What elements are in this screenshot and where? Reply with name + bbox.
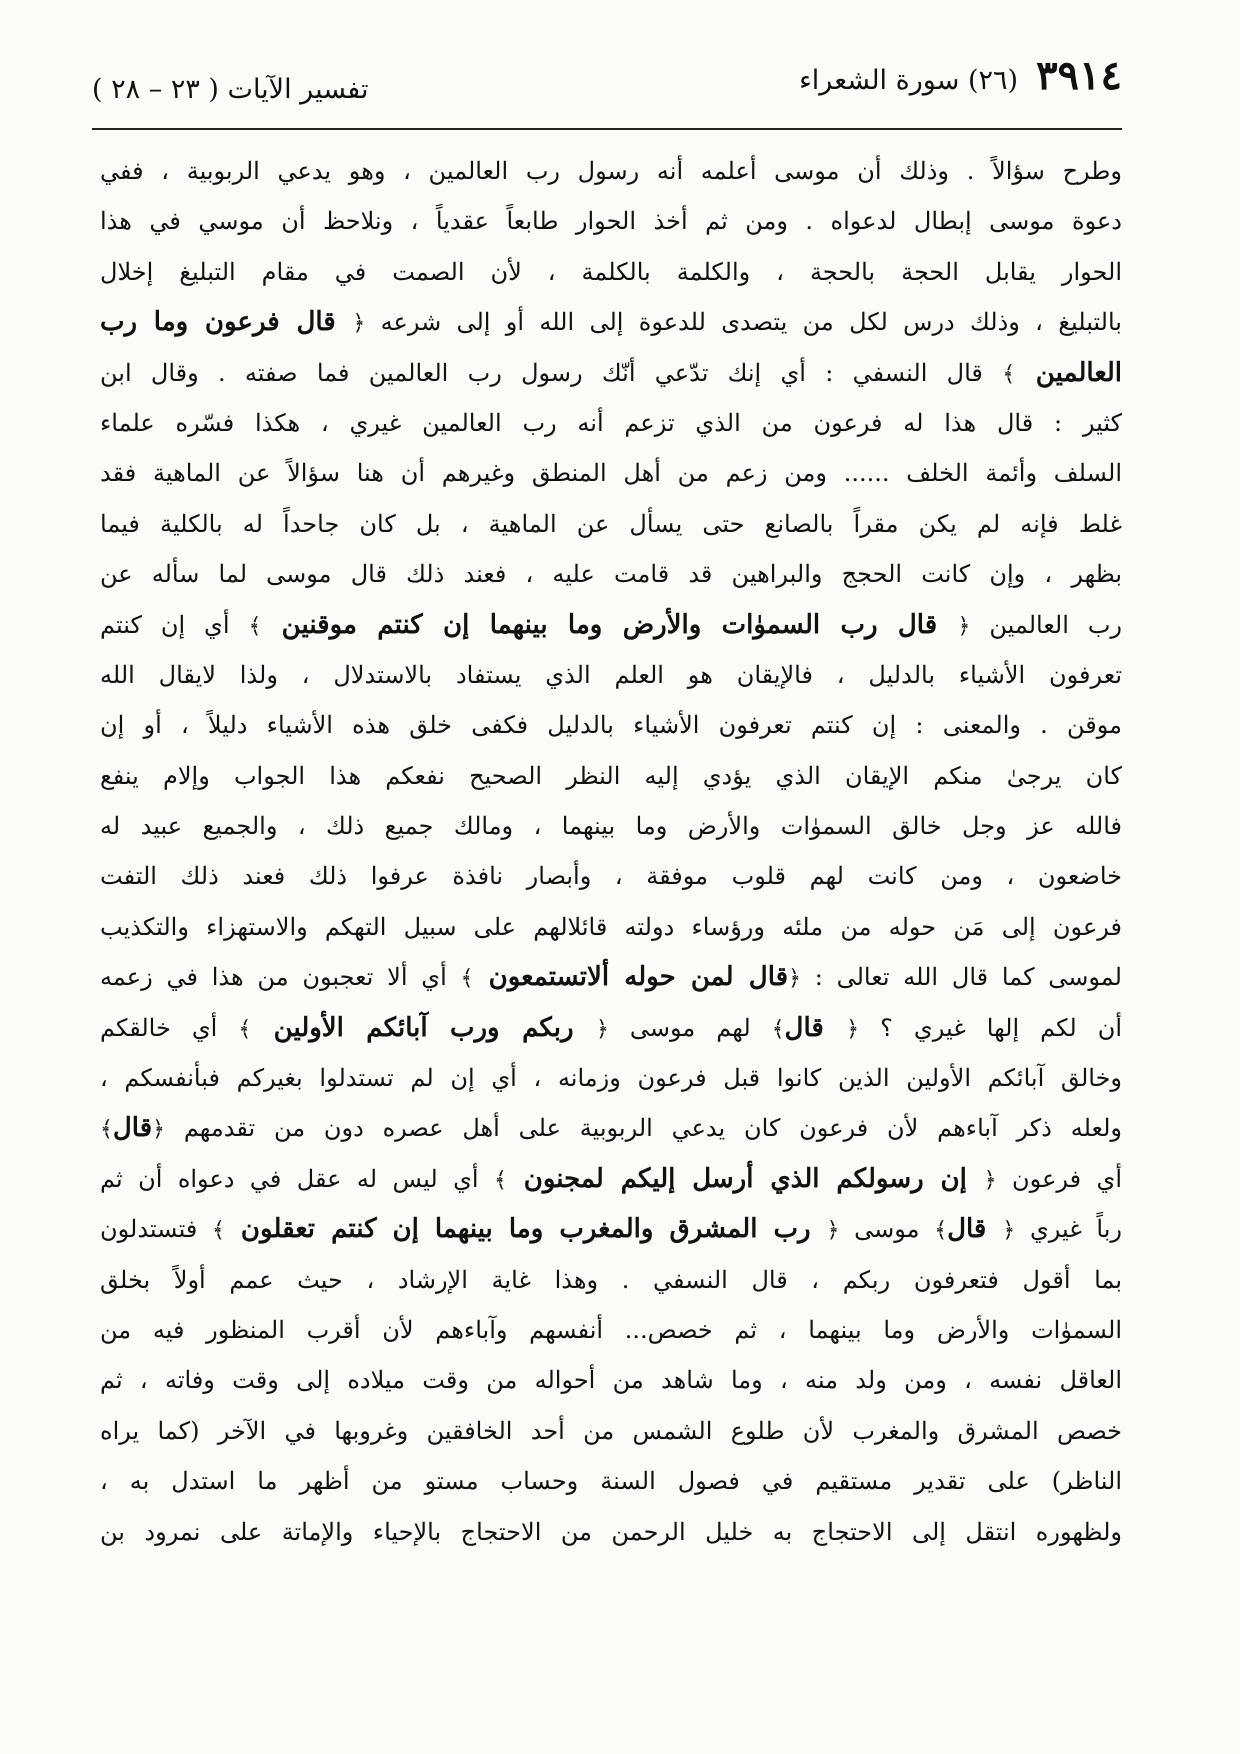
quran-bracket-ornament: ﴾ (1002, 361, 1016, 387)
commentary-text: دعوة موسى إبطال لدعواه . ومن ثم أخذ الحوار طابعاً عقدياً ، ونلاحظ أن موسي في هذا (100, 207, 1122, 236)
commentary-text: وطرح سؤالاً . وذلك أن موسى أعلمه أنه رسول رب العالمين ، وهو يدعي الربوبية ، ففي (100, 157, 1122, 185)
text-line (100, 146, 1122, 196)
commentary-text: الحوار يقابل الحجة بالحجة ، والكلمة بالكلمة ، لأن الصمت في مقام التبليغ إخلال (100, 257, 1122, 286)
text-line (100, 348, 1122, 398)
quran-bracket-ornament: ﴿ (846, 1016, 860, 1042)
text-line (100, 952, 1122, 1002)
text-line (100, 196, 1122, 246)
text-line (100, 600, 1122, 650)
quran-bracket-ornament: ﴿ (352, 311, 366, 337)
text-line (100, 1406, 1122, 1456)
page-header (92, 52, 1122, 116)
quran-bracket-ornament: ﴾ (100, 1117, 113, 1143)
surah-title: (٢٦) سورة الشعراء (799, 65, 1019, 96)
commentary-text: قال النسفي : أي إنك تدّعي أنّك رسول رب العالمين فما صفته . وقال ابن (100, 358, 1003, 387)
commentary-text: فرعون إلى مَن حوله من ملئه ورؤساء دولته قائلالهم على سبيل التهكم والاستهزاء والتكذيب (100, 912, 1122, 941)
text-line (100, 247, 1122, 297)
text-line (100, 499, 1122, 549)
quran-bracket-ornament: ﴾ (238, 1016, 252, 1042)
commentary-text: خاضعون ، ومن كانت لهم قلوب موفقة ، وأبصار نافذة عرفوا ذلك فعند ذلك التفت (100, 862, 1122, 891)
text-line (100, 700, 1122, 750)
quran-bracket-ornament: ﴾ (211, 1218, 225, 1244)
commentary-text: ولظهوره انتقل إلى الاحتجاج به خليل الرحمن من الاحتجاج بالإحياء والإماتة على نمرود بن (100, 1517, 1122, 1546)
quran-bracket-ornament: ﴿ (826, 1218, 840, 1244)
commentary-text: موقن . والمعنى : إن كنتم تعرفون الأشياء بالدليل فكفى خلق هذه الأشياء دليلاً ، أو إن (100, 711, 1122, 740)
header-divider (92, 128, 1122, 130)
commentary-text: أن لكم إلها غيري ؟ (859, 1013, 1122, 1042)
commentary-text: أي إن كنتم (100, 610, 249, 639)
text-line (100, 751, 1122, 801)
commentary-text: خصص المشرق والمغرب لأن طلوع الشمس من أحد الخافقين وغروبها في الآخر (كما يراه (100, 1416, 1122, 1445)
quran-bracket-ornament: ﴿ (957, 613, 971, 639)
quran-quote: قال رب السموٰات والأرض وما بينهما إن كنتم موقنين (261, 609, 958, 640)
text-line (100, 1255, 1122, 1305)
text-line (100, 398, 1122, 448)
quran-bracket-ornament: ﴿ (152, 1117, 166, 1143)
commentary-text: غلط فإنه لم يكن مقراً بالصانع حتى يسأل عن الماهية ، بل كان جاحداً له بالكلية فيما (100, 509, 1122, 538)
commentary-text: موسى (839, 1215, 935, 1244)
quran-bracket-ornament: ﴾ (771, 1016, 785, 1042)
quran-quote: قال لمن حوله ألاتستمعون (473, 962, 789, 993)
commentary-text: وخالق آبائكم الأولين الذين كانوا قبل فرعون وزمانه ، أي إن لم تستدلوا بغيركم فبأنفسكم ، (100, 1064, 1122, 1093)
commentary-text: العاقل نفسه ، ومن ولد منه ، وما شاهد من أحواله من وقت ميلاده إلى وقت وفاته ، ثم (100, 1366, 1122, 1395)
commentary-text: السلف وأئمة الخلف ...... ومن زعم من أهل المنطق وغيرهم أن هنا سؤالاً عن الماهية فقد (100, 459, 1122, 488)
text-line (100, 1204, 1122, 1254)
header-right-group (799, 52, 1122, 99)
commentary-text: كان يرجىٰ منكم الإيقان الذي يؤدي إليه النظر الصحيح نفعكم هذا الجواب وإلام ينفع (100, 761, 1122, 790)
text-line (100, 650, 1122, 700)
quran-bracket-ornament: ﴿ (595, 1016, 609, 1042)
quran-quote: العالمين (1015, 357, 1122, 388)
commentary-text: فتستدلون (100, 1215, 212, 1244)
quran-bracket-ornament: ﴾ (493, 1167, 507, 1193)
text-line (100, 902, 1122, 952)
commentary-text: ولعله ذكر آباءهم لأن فرعون كان يدعي الربوبية على أهل عصره دون من تقدمهم (165, 1114, 1122, 1143)
text-line (100, 801, 1122, 851)
commentary-text: أي ألا تعجبون من هذا في زعمه (100, 963, 461, 992)
quran-quote: قال (112, 1113, 153, 1144)
quran-bracket-ornament: ﴾ (248, 613, 262, 639)
text-line (100, 1003, 1122, 1053)
text-line (100, 1103, 1122, 1153)
verse-range: تفسير الآيات ( ٢٣ – ٢٨ ) (92, 74, 369, 105)
commentary-text: أي ليس له عقل في دعواه أن ثم (100, 1164, 494, 1193)
commentary-text: الناظر) على تقدير مستقيم في فصول السنة وحساب مستو من أظهر ما استدل به ، (100, 1467, 1122, 1496)
commentary-text: رباً غيري (1015, 1215, 1122, 1244)
text-line (100, 851, 1122, 901)
body-text (100, 146, 1122, 1714)
text-line (100, 549, 1122, 599)
quran-quote: رب المشرق والمغرب وما بينهما إن كنتم تعقلون (224, 1214, 827, 1245)
text-line (100, 1305, 1122, 1355)
commentary-text: بما أقول فتعرفون ربكم ، قال النسفي . وهذا غاية الإرشاد ، حيث عمم أولاً بخلق (100, 1265, 1122, 1294)
text-line (100, 1053, 1122, 1103)
text-line (100, 448, 1122, 498)
quran-bracket-ornament: ﴿ (1002, 1218, 1016, 1244)
commentary-text: السموٰات والأرض وما بينهما ، ثم خصص... أنفسهم وآباءهم لأن أقرب المنظور فيه من (100, 1315, 1122, 1344)
text-line (100, 1507, 1122, 1557)
quran-bracket-ornament: ﴿ (788, 966, 801, 992)
commentary-text: لهم موسى (608, 1013, 772, 1042)
page-number: ٣٩١٤ (1036, 52, 1122, 99)
text-line (100, 297, 1122, 347)
commentary-text: تعرفون الأشياء بالدليل ، فالإيقان هو العلم الذي يستفاد بالاستدلال ، ولذا لايقال الله (100, 660, 1122, 689)
quran-quote: ربكم ورب آبائكم الأولين (251, 1012, 596, 1043)
quran-quote: قال (947, 1214, 1003, 1245)
quran-bracket-ornament: ﴾ (460, 966, 474, 992)
commentary-text: أي فرعون (996, 1164, 1122, 1193)
commentary-text: فالله عز وجل خالق السموٰات والأرض وما بينهما ، ومالك جميع ذلك ، والجميع عبيد له (100, 812, 1122, 841)
quran-bracket-ornament: ﴿ (983, 1167, 997, 1193)
commentary-text: بظهر ، وإن كانت الحجج والبراهين قد قامت عليه ، فعند ذلك قال موسى لما سأله عن (100, 560, 1122, 589)
text-line (100, 1456, 1122, 1506)
text-line (100, 1154, 1122, 1204)
commentary-text: بالتبليغ ، وذلك درس لكل من يتصدى للدعوة إلى الله أو إلى شرعه (365, 308, 1122, 337)
commentary-text: لموسى كما قال الله تعالى : (800, 963, 1122, 992)
quran-quote: إن رسولكم الذي أرسل إليكم لمجنون (506, 1163, 984, 1194)
text-line (100, 1355, 1122, 1405)
commentary-text: كثير : قال هذا له فرعون من الذي تزعم أنه رب العالمين غيري ، هكذا فسّره علماء (100, 408, 1122, 437)
commentary-text: أي خالقكم (100, 1013, 239, 1042)
quran-quote: قال فرعون وما رب (100, 307, 353, 338)
quran-bracket-ornament: ﴾ (934, 1218, 948, 1244)
commentary-text: رب العالمين (970, 610, 1122, 639)
quran-quote: قال (784, 1012, 847, 1043)
